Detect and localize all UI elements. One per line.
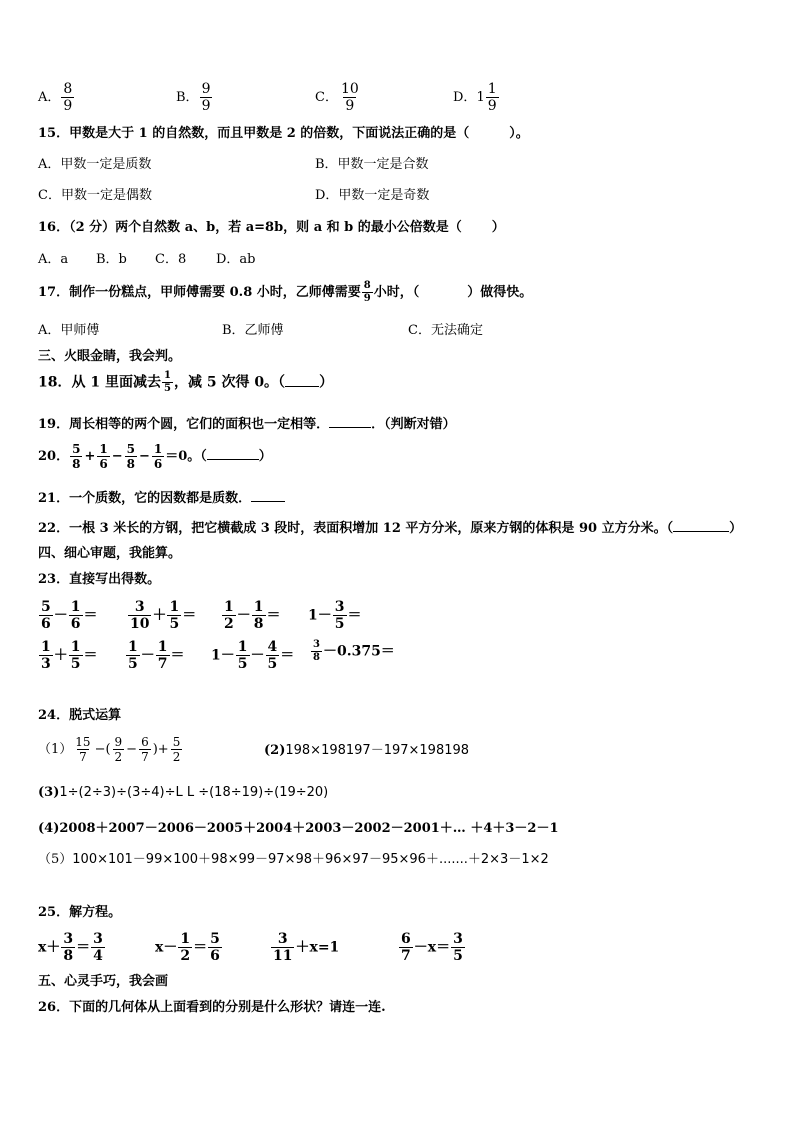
q15-option-b: B．甲数一定是合数 <box>315 157 429 172</box>
q23-r2c3: 1－ $\frac{1}{5}$ － $\frac{4}{5}$ ＝ <box>211 639 295 672</box>
q17-option-c: C．无法确定 <box>408 323 483 338</box>
q23-r2c1: $\frac{1}{3}$ ＋ $\frac{1}{5}$ ＝ <box>41 639 98 672</box>
q25-stem: 25．解方程。 <box>38 905 122 920</box>
q24-part-3: (3)1÷(2÷3)÷(3÷4)÷L L ÷(18÷19)÷(19÷20) <box>38 785 329 800</box>
q25-eq-1: x＋ $\frac{3}{8}$ ＝ $\frac{3}{4}$ <box>38 931 103 964</box>
q21-stem: 21．一个质数，它的因数都是质数． <box>38 492 285 505</box>
q16-stem: 16．（2 分）两个自然数 a、b，若 a=8b，则 a 和 b 的最小公倍数是（ ） <box>38 220 505 235</box>
q15-option-d: D．甲数一定是奇数 <box>315 188 430 203</box>
q14-option-c: C． $\frac{10}{9}$ <box>315 81 359 114</box>
q24-part-4: (4)2008＋2007－2006－2005＋2004＋2003－2002－2001＋… ＋4＋3－2－1 <box>38 821 559 836</box>
q25-eq-4: $\frac{6}{7}$ －x＝ $\frac{3}{5}$ <box>401 931 463 964</box>
q16-option-c: C．8 <box>155 252 187 267</box>
q23-r1c1: $\frac{5}{6}$ － $\frac{1}{6}$ ＝ <box>41 599 98 632</box>
q25-eq-2: x－ $\frac{1}{2}$ ＝ $\frac{5}{6}$ <box>155 931 220 964</box>
q17-option-b: B．乙师傅 <box>222 323 284 338</box>
q23-r2c4: $\frac{3}{8}$ －0.375＝ <box>313 639 395 663</box>
q15-option-c: C．甲数一定是偶数 <box>38 188 152 203</box>
q24-stem: 24．脱式运算 <box>38 708 122 723</box>
q23-stem: 23．直接写出得数。 <box>38 572 161 587</box>
q15-stem: 15．甲数是大于 1 的自然数，而且甲数是 2 的倍数，下面说法正确的是（ ）。 <box>38 126 529 141</box>
section-4-title: 四、细心审题，我能算。 <box>38 546 182 561</box>
q26-stem: 26．下面的几何体从上面看到的分别是什么形状？请连一连. <box>38 1000 386 1015</box>
q19-stem: 19．周长相等的两个圆，它们的面积也一定相等． ．（判断对错） <box>38 417 456 432</box>
q16-option-b: B．b <box>96 252 127 267</box>
q23-r2c2: $\frac{1}{5}$ － $\frac{1}{7}$ ＝ <box>128 639 185 672</box>
q16-option-d: D．ab <box>216 252 256 267</box>
section-3-title: 三、火眼金睛，我会判。 <box>38 349 182 364</box>
q22-stem: 22．一根 3 米长的方钢，把它横截成 3 段时，表面积增加 12 平方分米，原来方钢的体积是 90 立方分米。（ ） <box>38 521 743 536</box>
q24-part-5: （5）100×101－99×100＋98×99－97×98＋96×97－95×96＋.......＋2×3－1×2 <box>38 852 549 867</box>
q20-stem: 20． $\frac{5}{8}$ + $\frac{1}{6}$ − $\frac{5}{8}$ − $\frac{1}{6}$ ＝0。（ ） <box>38 442 272 471</box>
q18-stem: 18．从 1 里面减去 $\frac{1}{5}$ ，减 5 次得 0。（ ） <box>38 370 334 394</box>
q16-option-a: A．a <box>38 252 69 267</box>
q23-r1c4: 1－ $\frac{3}{5}$ ＝ <box>308 599 362 632</box>
q23-r1c3: $\frac{1}{2}$ － $\frac{1}{8}$ ＝ <box>224 599 281 632</box>
q17-stem: 17．制作一份糕点，甲师傅需要 0.8 小时，乙师傅需要 $\frac{8}{9}$ 小时，（ ）做得快。 <box>38 280 533 304</box>
q24-part-1: （1） $\frac{15}{7}$ −( $\frac{9}{2}$ − $\frac{6}{7}$ )+ $\frac{5}{2}$ <box>38 735 181 764</box>
q24-part-2: (2)198×198197－197×198198 <box>264 743 470 758</box>
q25-eq-3: $\frac{3}{11}$ ＋x=1 <box>273 931 340 964</box>
q17-option-a: A．甲师傅 <box>38 323 100 338</box>
q23-r1c2: $\frac{3}{10}$ ＋ $\frac{1}{5}$ ＝ <box>130 599 197 632</box>
section-5-title: 五、心灵手巧，我会画 <box>38 974 169 989</box>
q14-option-d: D．1 $\frac{1}{9}$ <box>453 81 497 114</box>
q14-option-a: A． $\frac{8}{9}$ <box>38 81 73 114</box>
q14-option-b: B． $\frac{9}{9}$ <box>176 81 211 114</box>
q15-option-a: A．甲数一定是质数 <box>38 157 152 172</box>
